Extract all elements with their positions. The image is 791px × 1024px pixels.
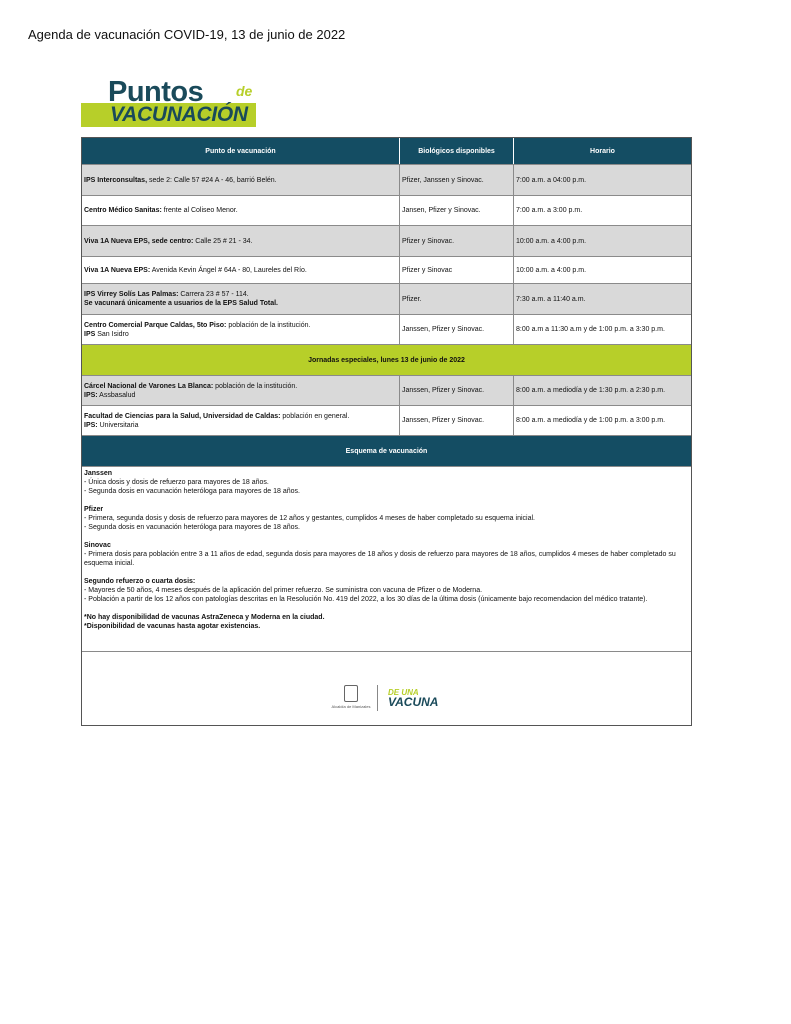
row-bio: Janssen, Pfizer y Sinovac.: [400, 376, 514, 405]
second-booster-title: Segundo refuerzo o cuarta dosis:: [84, 578, 196, 585]
vacuna-text: VACUNA: [388, 695, 439, 709]
logo-vacunacion: VACUNACIÓN: [110, 103, 248, 126]
row-bio: Jansen, Pfizer y Sinovac.: [400, 196, 514, 225]
table-header: [82, 138, 691, 165]
place-detail: Carrera 23 # 57 - 114.: [178, 291, 249, 298]
deuna-vacuna-logo: [388, 688, 438, 709]
place-ips: Universitaria: [97, 421, 139, 429]
note-stock: *Disponibilidad de vacunas hasta agotar existencias.: [84, 623, 261, 630]
row-bio: Pfizer y Sinovac.: [400, 226, 514, 256]
place-name: IPS Virrey Solís Las Palmas:: [84, 291, 179, 298]
footer-logos: [82, 652, 691, 726]
row-place: [82, 226, 400, 256]
row-hours: 10:00 a.m. a 4:00 p.m.: [516, 266, 587, 274]
logo-puntos: Puntos: [108, 76, 204, 108]
row-place: [82, 257, 400, 283]
row-place: [82, 165, 400, 195]
logo-divider: [377, 685, 378, 711]
place-name: Viva 1A Nueva EPS, sede centro:: [84, 237, 194, 245]
row-bio: Janssen, Pfizer y Sinovac.: [400, 315, 514, 344]
place-detail: sede 2: Calle 57 #24 A - 46, barrió Belén.: [147, 176, 277, 184]
janssen-item: - Segunda dosis en vacunación heteróloga para mayores de 18 años.: [84, 488, 300, 495]
row-bio: Pfizer.: [400, 284, 514, 314]
row-hours: 10:00 a.m. a 4:00 p.m.: [516, 237, 587, 245]
place-name: Viva 1A Nueva EPS:: [84, 266, 151, 274]
row-hours: 8:00 a.m. a mediodía y de 1:00 p.m. a 3:00 p.m.: [516, 417, 666, 424]
row-place: [82, 376, 400, 405]
puntos-vacunacion-logo: [81, 76, 259, 128]
vaccination-scheme: [82, 467, 691, 652]
scheme-title: Esquema de vacunación: [345, 447, 428, 455]
table-row: [82, 284, 691, 315]
second-booster-item: - Población a partir de los 12 años con patologías descritas en la Resolución No. 419 del 2022, a los 30 días de la última dosis (únicamente bajo recomendacion del médico tratante).: [84, 596, 648, 603]
place-ips: Assbasalud: [97, 391, 136, 399]
place-name: Centro Médico Sanitas:: [84, 207, 162, 214]
table-row: [82, 376, 691, 406]
scheme-header: [82, 436, 691, 467]
place-detail: frente al Coliseo Menor.: [161, 207, 238, 214]
seal-icon: [344, 685, 358, 702]
special-title: Jornadas especiales, lunes 13 de junio de 2022: [308, 356, 465, 364]
header-punto: Punto de vacunación: [82, 138, 400, 164]
place-ips-label: IPS:: [84, 421, 98, 429]
table-row: [82, 196, 691, 226]
row-place: [82, 284, 400, 314]
row-place: [82, 315, 400, 344]
row-hours: 7:00 a.m. a 04:00 p.m.: [516, 176, 587, 184]
pfizer-item: - Segunda dosis en vacunación heteróloga para mayores de 18 años.: [84, 524, 300, 531]
header-horario: Horario: [590, 147, 615, 155]
place-ips-label: IPS:: [84, 391, 98, 399]
place-name: Facultad de Ciencias para la Salud, Universidad de Caldas:: [84, 412, 281, 420]
row-place: [82, 196, 400, 225]
janssen-item: - Única dosis y dosis de refuerzo para mayores de 18 años.: [84, 479, 269, 486]
vaccination-table: [81, 137, 692, 726]
row-hours: 7:00 a.m. a 3:00 p.m.: [516, 207, 583, 214]
place-detail: población en general.: [280, 412, 350, 420]
sinovac-item: - Primera dosis para población entre 3 a 11 años de edad, segunda dosis para mayores de 18 años y dosis de refuerzo para mayores de 18 años, cumplidos 4 meses de haber completado su esquema inicial.: [84, 551, 676, 567]
row-bio: Pfizer, Janssen y Sinovac.: [400, 165, 514, 195]
table-row: [82, 226, 691, 257]
place-detail: población de la institución.: [226, 321, 311, 329]
special-section-header: [82, 345, 691, 376]
sinovac-title: Sinovac: [84, 542, 111, 549]
place-name: IPS Interconsultas,: [84, 176, 148, 184]
place-detail: Avenida Kevin Ángel # 64A - 80, Laureles del Río.: [150, 266, 307, 274]
janssen-title: Janssen: [84, 470, 113, 477]
table-row: [82, 406, 691, 436]
row-hours: 8:00 a.m. a mediodía y de 1:30 p.m. a 2:30 p.m.: [516, 387, 666, 394]
table-row: [82, 257, 691, 284]
alcaldia-text: Alcaldía de Manizales: [331, 704, 371, 709]
place-ips-label: IPS: [84, 330, 96, 338]
row-place: [82, 406, 400, 435]
document-title: Agenda de vacunación COVID-19, 13 de junio de 2022: [28, 27, 346, 42]
pfizer-item: - Primera, segunda dosis y dosis de refuerzo para mayores de 12 años y gestantes, cumplidos 4 meses de haber completado su esquema inicial.: [84, 515, 535, 522]
place-name: Cárcel Nacional de Varones La Blanca:: [84, 382, 214, 390]
header-biologicos: Biológicos disponibles: [400, 138, 514, 164]
logo-de: de: [236, 83, 253, 99]
pfizer-title: Pfizer: [84, 506, 104, 513]
note-availability: *No hay disponibilidad de vacunas AstraZeneca y Moderna en la ciudad.: [84, 614, 325, 621]
row-hours: 7:30 a.m. a 11:40 a.m.: [516, 295, 586, 303]
row-bio: Janssen, Pfizer y Sinovac.: [400, 406, 514, 435]
row-hours: 8:00 a.m a 11:30 a.m y de 1:00 p.m. a 3:30 p.m.: [516, 326, 665, 333]
place-detail: población de la institución.: [213, 382, 298, 390]
table-row: [82, 165, 691, 196]
place-detail: Calle 25 # 21 - 34.: [193, 237, 253, 245]
place-name: Centro Comercial Parque Caldas, 5to Piso:: [84, 321, 227, 329]
place-ips: San Isidro: [95, 330, 129, 338]
row-bio: Pfizer y Sinovac: [400, 257, 514, 283]
table-row: [82, 315, 691, 345]
second-booster-item: - Mayores de 50 años, 4 meses después de la aplicación del primer refuerzo. Se suministra con vacuna de Pfizer o de Moderna.: [84, 587, 483, 594]
alcaldia-logo: [330, 685, 372, 709]
place-note: Se vacunará únicamente a usuarios de la EPS Salud Total.: [84, 300, 278, 307]
deuna-text: DE UNA: [388, 688, 419, 697]
